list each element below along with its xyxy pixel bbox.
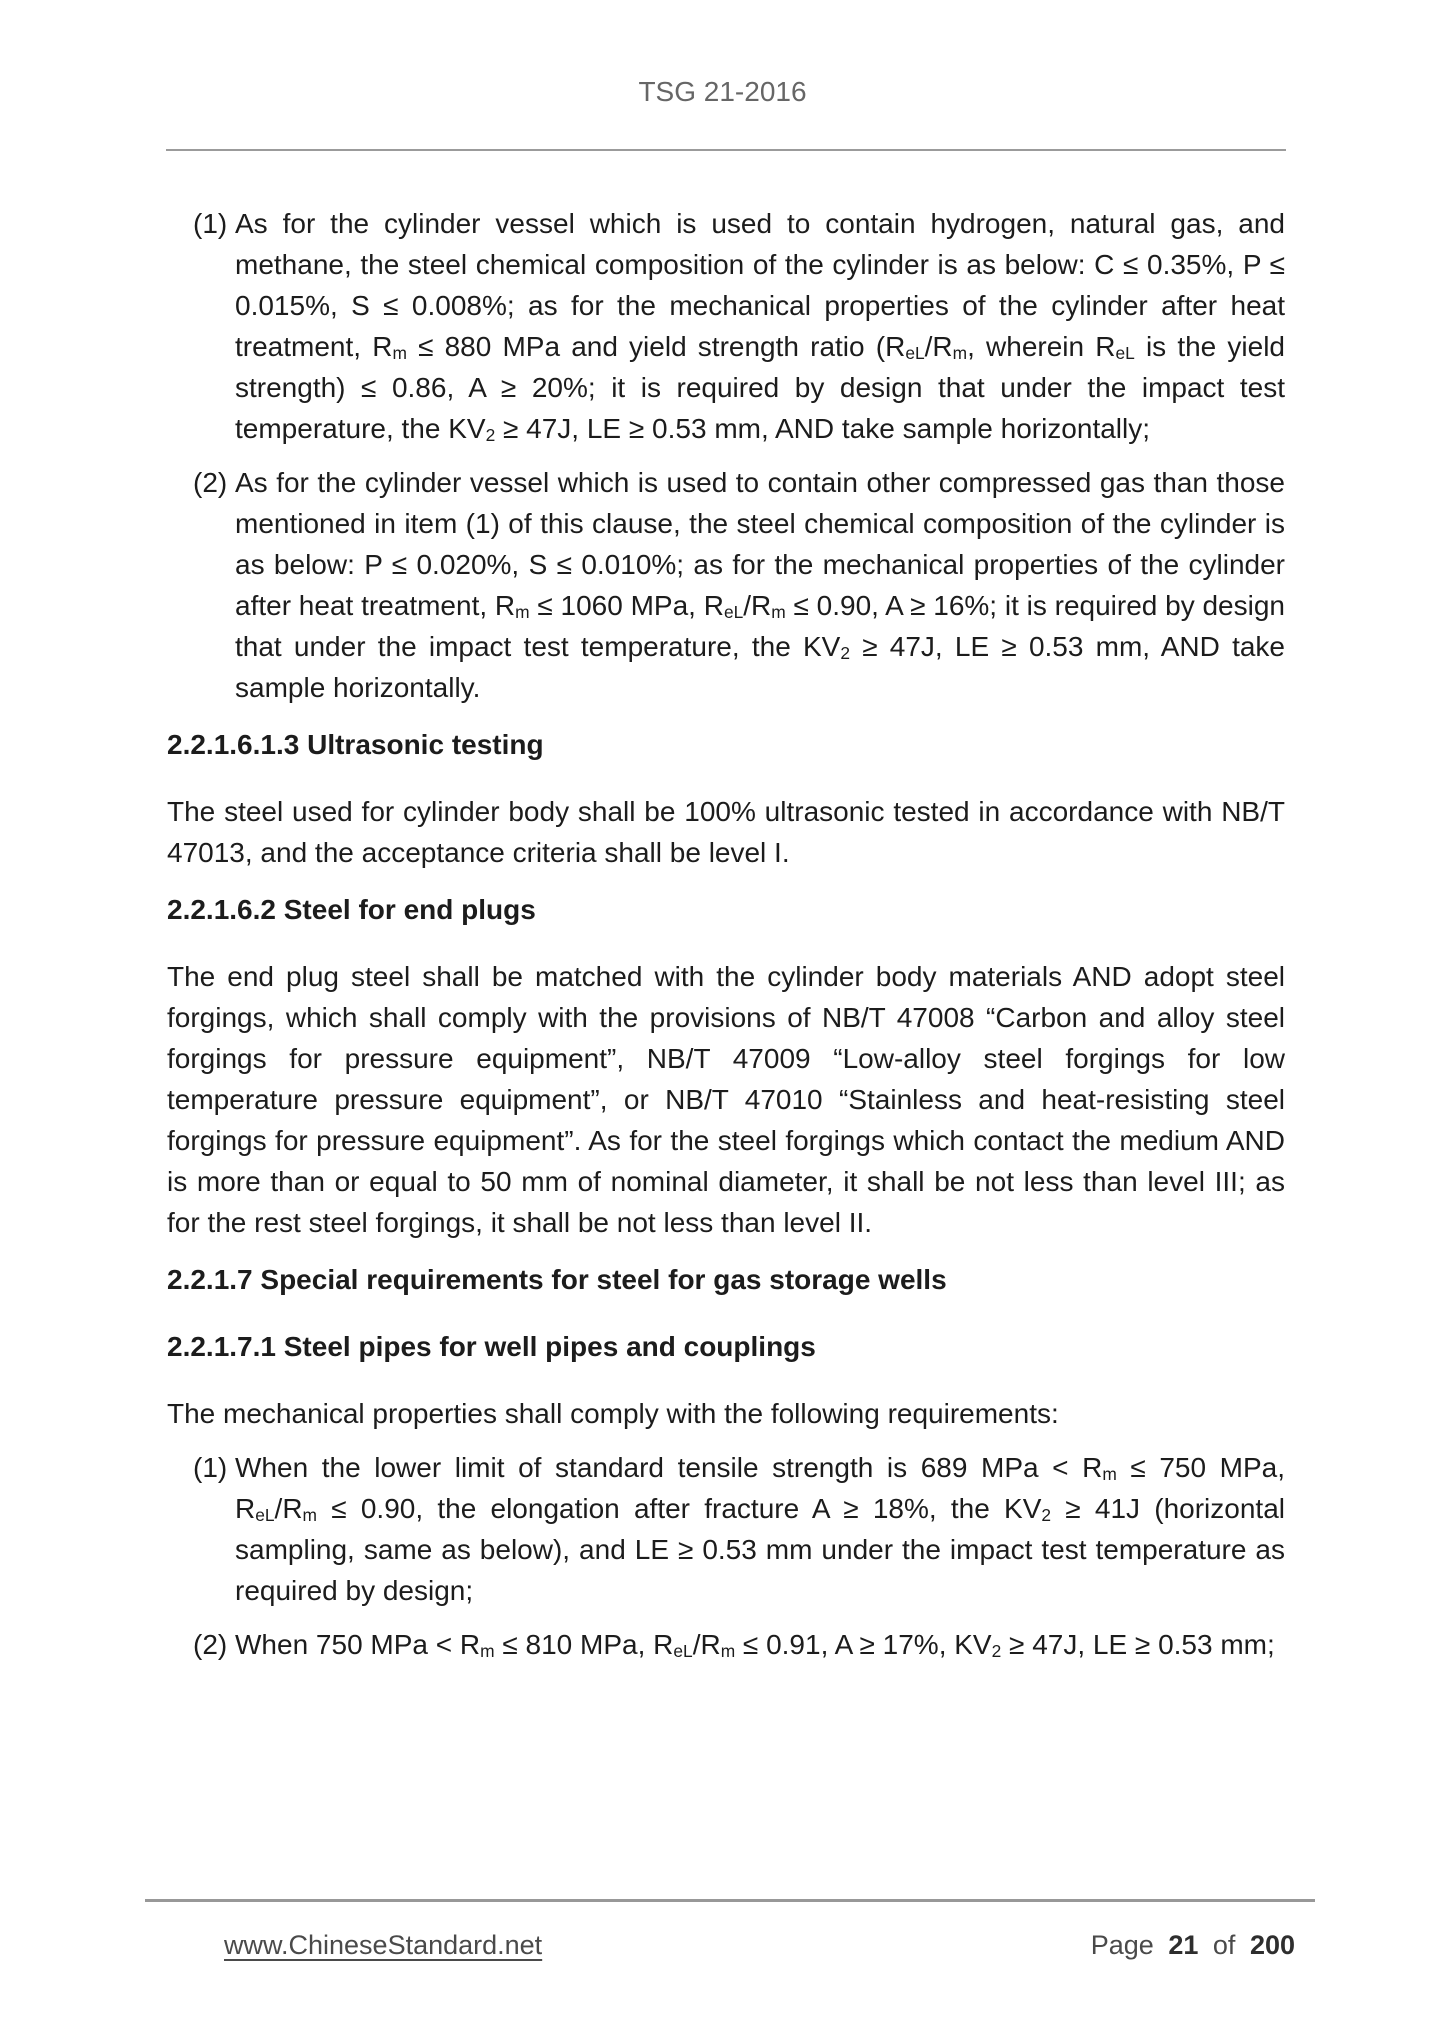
paragraph-mechanical-properties-intro: The mechanical properties shall comply with the following requirements: xyxy=(167,1398,1059,1429)
paragraph-steel-for-end-plugs: The end plug steel shall be matched with the cylinder body materials AND adopt steel forgings, which shall comply with the provisions of NB/T 47008 “Carbon and alloy steel forgings for pressure equipment”, NB/T 47009 “Low-alloy steel forgings for low temperature pressure equipment”, or NB/T 47010 “Stainless and heat-resisting steel forgings for pressure equipment”. As for the steel forgings which contact the medium AND is more than or equal to 50 mm of nominal diameter, it shall be not less than level III; as for the rest steel forgings, it shall be not less than level II. xyxy=(167,961,1285,1238)
list-item-marker: (1) xyxy=(193,208,228,239)
section-heading-special-requirements: 2.2.1.7 Special requirements for steel for gas storage wells xyxy=(167,1264,947,1295)
list-item-marker: (1) xyxy=(193,1452,228,1483)
page-label: Page xyxy=(1090,1930,1154,1960)
current-page-number: 21 xyxy=(1168,1930,1199,1960)
list-item-text: When 750 MPa < $R_m \le 810$ MPa, $R_{eL}/R_m \le 0.91$, A ≥ 17%, $KV_2 \ge 47J$, LE ≥ 0.53 mm; xyxy=(235,1629,1275,1662)
section-heading-steel-for-end-plugs: 2.2.1.6.2 Steel for end plugs xyxy=(167,894,536,925)
paragraph-ultrasonic-testing: The steel used for cylinder body shall be 100% ultrasonic tested in accordance with NB/T 47013, and the acceptance criteria shall be level I. xyxy=(167,796,1285,868)
list-item-text: As for the cylinder vessel which is used to contain other compressed gas than those mentioned in item (1) of this clause, the steel chemical composition of the cylinder is as below: P ≤ 0.020%, S ≤ 0.010%; as for the mechanical properties of the cylinder after heat treatment, $R_m \le 1060$ MPa, $R_{eL}/R_m \le 0.90$, A ≥ 16%; it is required by design that under the impact test temperature, the $KV_2 \ge 47J$, LE ≥ 0.53 mm, AND take sample horizontally. xyxy=(235,467,1285,703)
document-body xyxy=(167,203,1285,1678)
section-heading-ultrasonic-testing: 2.2.1.6.1.3 Ultrasonic testing xyxy=(167,729,544,760)
list-item-marker: (2) xyxy=(193,467,228,498)
footer-divider xyxy=(145,1899,1315,1902)
page-number-indicator xyxy=(1091,1928,1295,1962)
total-page-number: 200 xyxy=(1249,1930,1295,1960)
of-label: of xyxy=(1212,1930,1236,1960)
page-footer xyxy=(224,1928,1295,1962)
list-item xyxy=(167,1624,1285,1665)
page-header-title: TSG 21-2016 xyxy=(638,76,807,107)
list-item-text: When the lower limit of standard tensile strength is 689 MPa < $R_m \le 750$ MPa, $R_{eL}/R_m \le 0.90$, the elongation after fracture A ≥ 18%, the $KV_2 \ge 41J$ (horizontal sampling, same as below), and LE ≥ 0.53 mm under the impact test temperature as required by design; xyxy=(235,1452,1285,1606)
list-item xyxy=(167,462,1285,708)
list-item xyxy=(167,203,1285,449)
header-divider xyxy=(166,149,1286,151)
section-heading-steel-pipes: 2.2.1.7.1 Steel pipes for well pipes and couplings xyxy=(167,1331,816,1362)
list-item-marker: (2) xyxy=(193,1629,228,1660)
footer-site-link[interactable]: www.ChineseStandard.net xyxy=(224,1930,543,1960)
list-item-text: As for the cylinder vessel which is used to contain hydrogen, natural gas, and methane, the steel chemical composition of the cylinder is as below: C ≤ 0.35%, P ≤ 0.015%, S ≤ 0.008%; as for the mechanical properties of the cylinder after heat treatment, $R_m \le 880$ MPa and yield strength ratio ($R_{eL}/R_m$, wherein $R_{eL}$ is the yield strength) ≤ 0.86, A ≥ 20%; it is required by design that under the impact test temperature, the $KV_2 \ge 47J$, LE ≥ 0.53 mm, AND take sample horizontally; xyxy=(235,208,1285,446)
list-item xyxy=(167,1447,1285,1611)
